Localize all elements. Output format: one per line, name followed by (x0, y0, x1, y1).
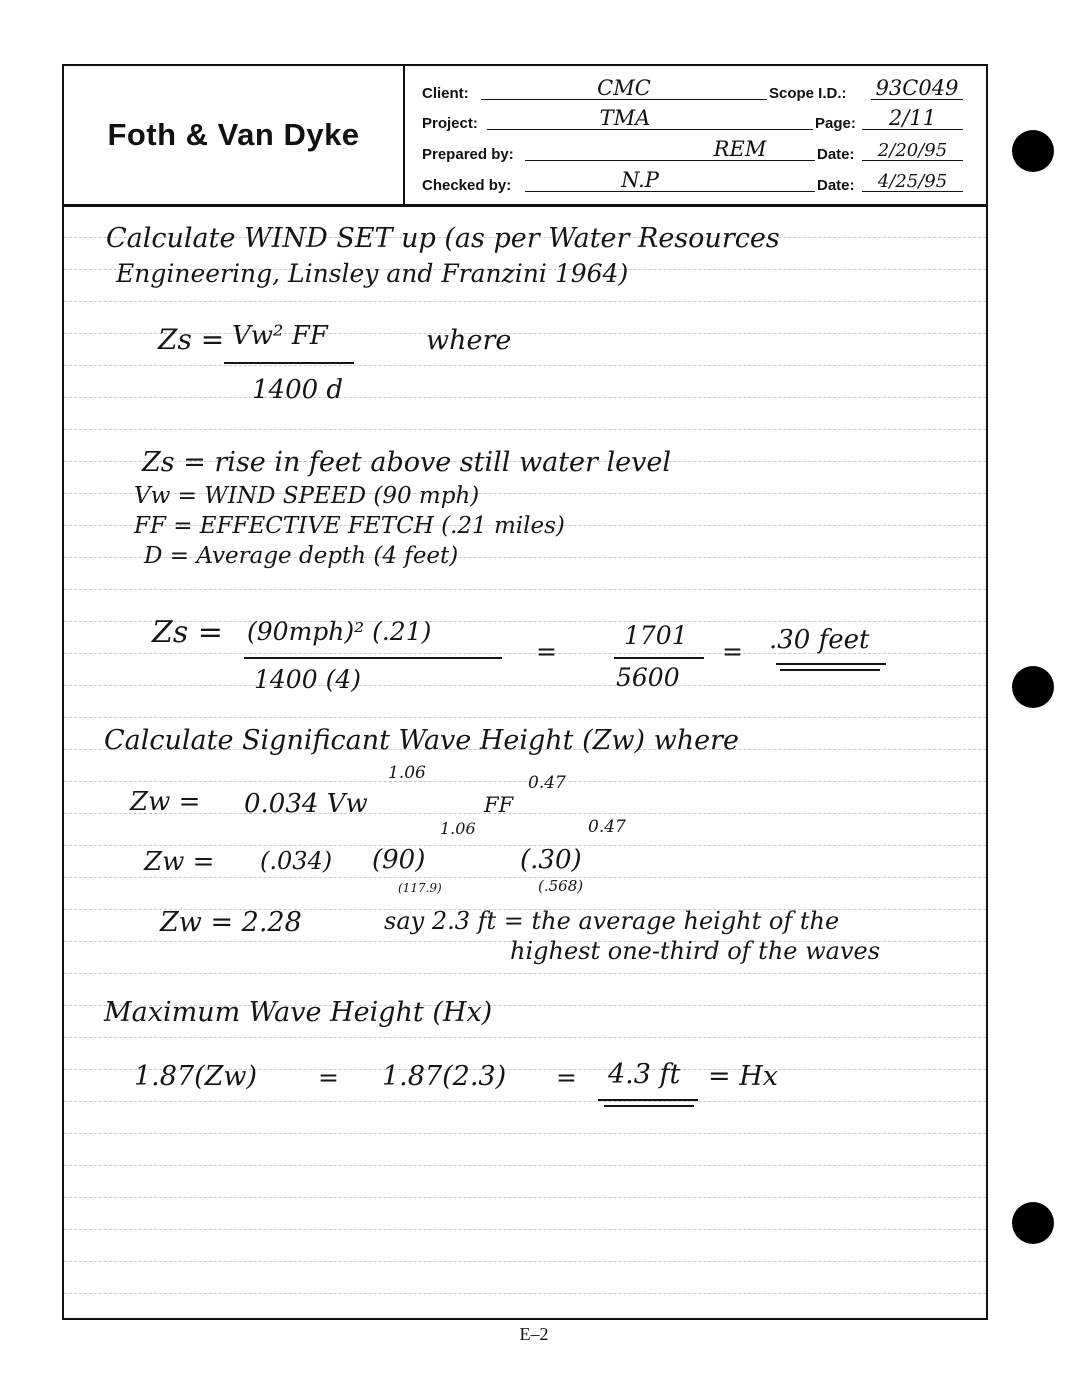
intro-line-2: Engineering, Linsley and Franzini 1964) (116, 259, 629, 288)
date-prepared-label: Date: (817, 146, 855, 163)
ruled-line (64, 973, 986, 974)
wave-formula-exponent-1: 1.06 (388, 763, 426, 783)
company-name-box (64, 66, 405, 204)
setup-calc-bar (244, 657, 502, 659)
setup-calc-equals-1: = (536, 637, 557, 666)
ruled-line (64, 1133, 986, 1134)
setup-calc-mid-bar (614, 657, 704, 659)
ruled-line (64, 1165, 986, 1166)
definition-ff: FF = EFFECTIVE FETCH (.21 miles) (134, 513, 565, 539)
date-checked-label: Date: (817, 177, 855, 194)
setup-result-underline-1 (776, 663, 886, 665)
setup-calc-numerator: (90mph)² (.21) (247, 617, 432, 646)
setup-formula-lhs: Zs = (158, 323, 225, 356)
wave-height-heading: Calculate Significant Wave Height (Zw) where (104, 725, 740, 756)
definition-vw: Vw = WIND SPEED (90 mph) (134, 483, 480, 509)
wave-sub-coefficient: (.034) (260, 847, 333, 875)
max-wave-result: 4.3 ft (608, 1059, 681, 1090)
max-result-underline-1 (598, 1099, 698, 1101)
definition-zs: Zs = rise in feet above still water level (142, 447, 672, 478)
setup-formula-where: where (426, 325, 512, 356)
ruled-line (64, 781, 986, 782)
wave-formula-lhs: Zw = (130, 787, 201, 817)
wave-sub-note-1: (117.9) (398, 881, 442, 895)
ruled-line (64, 717, 986, 718)
max-result-underline-2 (604, 1105, 694, 1107)
ruled-line (64, 877, 986, 878)
max-wave-symbol: = Hx (708, 1061, 778, 1092)
project-row (405, 106, 988, 134)
ruled-line (64, 1293, 986, 1294)
ruled-line (64, 429, 986, 430)
ruled-line (64, 301, 986, 302)
max-wave-heading: Maximum Wave Height (Hx) (104, 997, 493, 1028)
checked-by-value: N.P (621, 168, 659, 192)
intro-line-1: Calculate WIND SET up (as per Water Resources (106, 223, 780, 254)
setup-formula-bar (224, 362, 354, 364)
wave-sub-exponent-2: 0.47 (588, 817, 626, 837)
setup-formula-denominator: 1400 d (252, 375, 344, 405)
setup-formula-numerator: Vw² FF (232, 321, 328, 351)
page-code: E–2 (519, 1324, 549, 1344)
wave-result-explanation: highest one-third of the waves (510, 937, 881, 965)
wave-sub-speed: (90) (372, 845, 426, 875)
wave-formula-ff: FF (484, 793, 514, 817)
client-row (405, 76, 988, 104)
calculation-sheet (62, 64, 988, 1320)
max-wave-substitution: 1.87(2.3) (382, 1061, 507, 1092)
ruled-line (64, 685, 986, 686)
ruled-line (64, 1037, 986, 1038)
title-block (64, 66, 986, 207)
prepared-by-value: REM (713, 137, 767, 161)
binder-hole-middle (1012, 666, 1054, 708)
setup-calc-denominator: 1400 (4) (254, 665, 361, 694)
ruled-line (64, 365, 986, 366)
setup-calc-mid-denominator: 5600 (616, 663, 680, 692)
page-value: 2/11 (888, 106, 937, 130)
wave-sub-note-2: (.568) (538, 877, 584, 895)
ruled-line (64, 1197, 986, 1198)
definition-d: D = Average depth (4 feet) (144, 543, 459, 569)
ruled-line (64, 1229, 986, 1230)
scope-label: Scope I.D.: (769, 85, 847, 102)
setup-calc-lhs: Zs = (152, 615, 223, 650)
max-wave-expression: 1.87(Zw) (134, 1061, 258, 1092)
ruled-line (64, 589, 986, 590)
prepared-by-label: Prepared by: (422, 146, 514, 163)
company-name: Foth & Van Dyke (107, 117, 360, 152)
binder-hole-bottom (1012, 1202, 1054, 1244)
ruled-line (64, 1261, 986, 1262)
wave-result: Zw = 2.28 (160, 907, 302, 938)
client-value: CMC (597, 76, 651, 100)
ruled-line (64, 813, 986, 814)
date-checked-value: 4/25/95 (877, 171, 948, 192)
wave-sub-fetch: (.30) (520, 845, 582, 875)
max-wave-equals-1: = (318, 1063, 339, 1092)
wave-sub-lhs: Zw = (144, 847, 215, 877)
setup-calc-result: .30 feet (769, 625, 870, 655)
scope-value: 93C049 (875, 76, 959, 100)
wave-formula-coefficient: 0.034 Vw (244, 789, 368, 819)
ruled-line (64, 397, 986, 398)
setup-calc-equals-2: = (722, 637, 743, 666)
checked-by-label: Checked by: (422, 177, 512, 194)
project-value: TMA (599, 106, 651, 130)
wave-sub-exponent-1: 1.06 (440, 819, 476, 838)
max-wave-equals-2: = (556, 1063, 577, 1092)
project-label: Project: (422, 115, 478, 132)
checked-row (405, 168, 988, 196)
binder-hole-top (1012, 130, 1054, 172)
page-label: Page: (815, 115, 856, 132)
prepared-row (405, 137, 988, 165)
title-block-fields (405, 66, 986, 204)
setup-calc-mid-numerator: 1701 (624, 621, 688, 650)
wave-formula-exponent-2: 0.47 (528, 773, 566, 793)
setup-result-underline-2 (780, 669, 880, 671)
wave-result-rounded: say 2.3 ft = the average height of the (384, 907, 840, 935)
client-label: Client: (422, 85, 469, 102)
calculation-area (64, 207, 986, 1318)
ruled-line (64, 1101, 986, 1102)
date-prepared-value: 2/20/95 (877, 140, 948, 161)
